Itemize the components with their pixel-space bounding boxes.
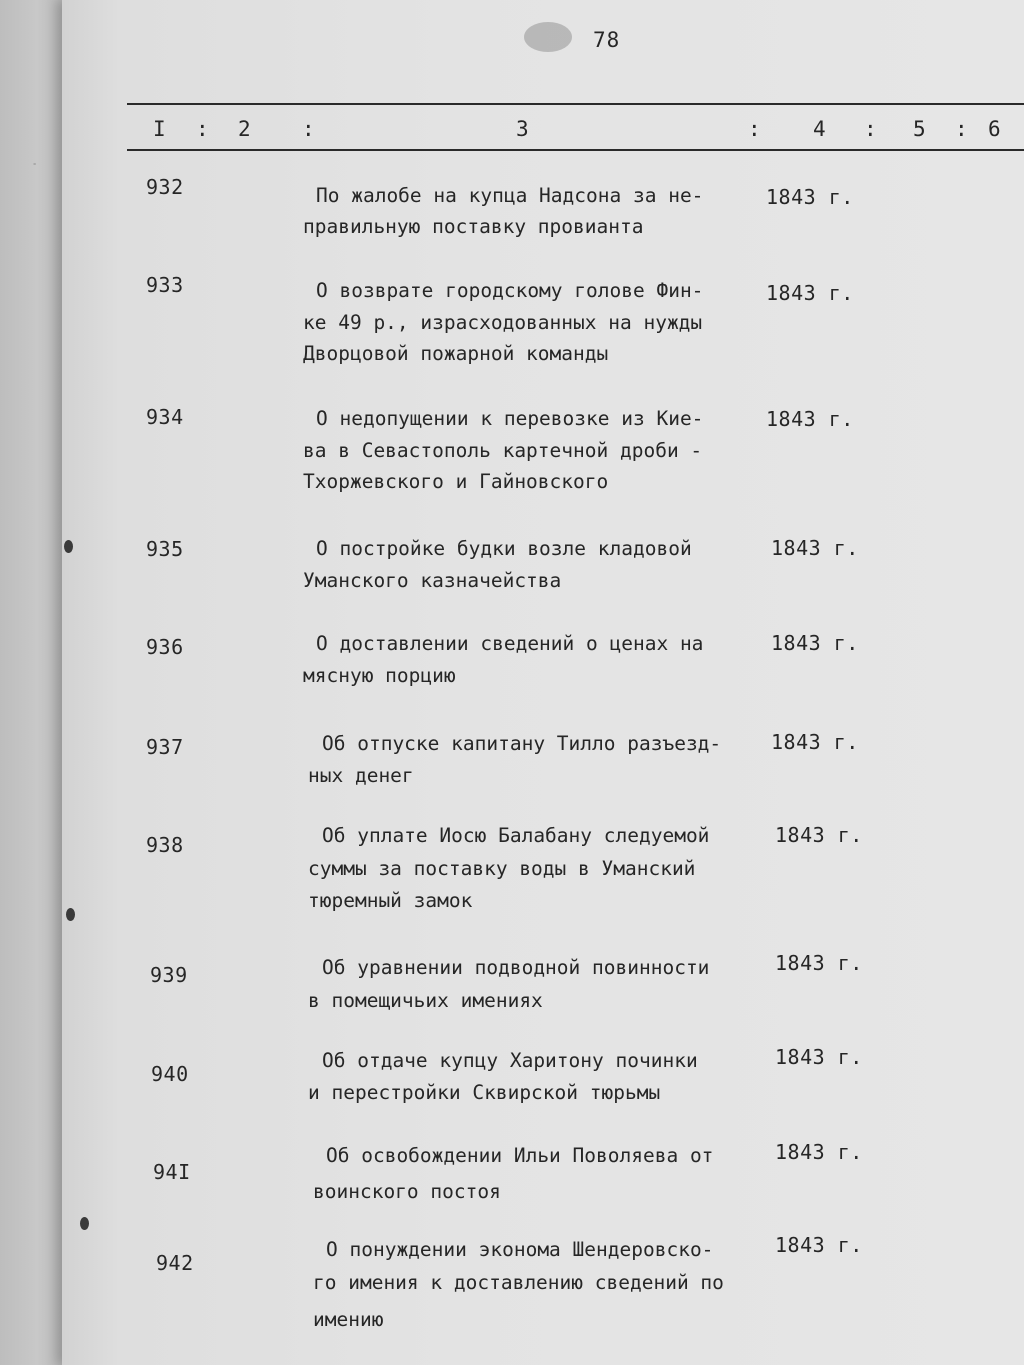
column-header-1: I <box>153 117 166 141</box>
entry-number: 94I <box>153 1160 191 1184</box>
entry-title-line: Об отпуске капитану Тилло разъезд- <box>322 732 722 755</box>
binding-hole <box>66 908 75 921</box>
entry-year: 1843 г. <box>771 631 859 655</box>
entry-title-line: Тхоржевского и Гайновского <box>303 470 609 493</box>
entry-year: 1843 г. <box>771 536 859 560</box>
entry-title-line: О доставлении сведений о ценах на <box>316 632 704 655</box>
entry-year: 1843 г. <box>766 407 854 431</box>
adjacent-page-edge <box>0 0 62 1365</box>
entry-year: 1843 г. <box>775 1140 863 1164</box>
column-header-6: 6 <box>988 117 1001 141</box>
entry-title-line: О понуждении эконома Шендеровско- <box>326 1238 714 1261</box>
entry-year: 1843 г. <box>771 730 859 754</box>
entry-number: 933 <box>146 273 184 297</box>
entry-year: 1843 г. <box>775 1233 863 1257</box>
entry-title-line: Дворцовой пожарной команды <box>303 342 609 365</box>
entry-year: 1843 г. <box>766 185 854 209</box>
entry-title-line: ке 49 р., израсходованных на нужды <box>303 311 703 334</box>
entry-title-line: в помещичьих имениях <box>308 989 543 1012</box>
column-separator: : <box>955 117 968 141</box>
entry-title-line: суммы за поставку воды в Уманский <box>308 857 696 880</box>
bleed-through-mark: · <box>25 159 44 169</box>
header-bottom-rule <box>127 149 1024 151</box>
entry-title-line: Об уплате Иосю Балабану следуемой <box>322 824 710 847</box>
entry-title-line: правильную поставку провианта <box>303 215 644 238</box>
entry-title-line: воинского постоя <box>313 1180 501 1203</box>
entry-year: 1843 г. <box>766 281 854 305</box>
column-separator: : <box>302 117 315 141</box>
column-header-3: 3 <box>516 117 529 141</box>
entry-number: 936 <box>146 635 184 659</box>
entry-number: 940 <box>151 1062 189 1086</box>
page-number: 78 <box>593 28 621 52</box>
column-separator: : <box>864 117 877 141</box>
entry-title-line: По жалобе на купца Надсона за не- <box>316 184 704 207</box>
entry-title-line: Уманского казначейства <box>303 569 562 592</box>
page-stamp-blot <box>524 22 572 52</box>
binding-hole <box>64 540 73 553</box>
entry-title-line: О возврате городскому голове Фин- <box>316 279 704 302</box>
entry-title-line: ных денег <box>308 764 414 787</box>
entry-title-line: мясную порцию <box>303 664 456 687</box>
entry-title-line: тюремный замок <box>308 889 473 912</box>
entry-number: 934 <box>146 405 184 429</box>
entry-title-line: имению <box>313 1308 384 1331</box>
binding-hole <box>80 1217 89 1230</box>
entry-year: 1843 г. <box>775 823 863 847</box>
column-header-2: 2 <box>238 117 251 141</box>
entry-number: 942 <box>156 1251 194 1275</box>
entry-title-line: ва в Севастополь картечной дроби - <box>303 439 703 462</box>
entry-year: 1843 г. <box>775 951 863 975</box>
entry-title-line: Об уравнении подводной повинности <box>322 956 710 979</box>
entry-title-line: и перестройки Сквирской тюрьмы <box>308 1081 661 1104</box>
entry-year: 1843 г. <box>775 1045 863 1069</box>
entry-number: 932 <box>146 175 184 199</box>
entry-title-line: Об отдаче купцу Харитону починки <box>322 1049 698 1072</box>
entry-title-line: О недопущении к перевозке из Кие- <box>316 407 704 430</box>
entry-title-line: О постройке будки возле кладовой <box>316 537 692 560</box>
entry-number: 938 <box>146 833 184 857</box>
entry-title-line: го имения к доставлению сведений по <box>313 1271 724 1294</box>
entry-number: 937 <box>146 735 184 759</box>
column-separator: : <box>196 117 209 141</box>
column-header-5: 5 <box>913 117 926 141</box>
entry-number: 939 <box>150 963 188 987</box>
header-top-rule <box>127 103 1024 105</box>
entry-number: 935 <box>146 537 184 561</box>
entry-title-line: Об освобождении Ильи Поволяева от <box>326 1144 714 1167</box>
column-separator: : <box>748 117 761 141</box>
column-header-4: 4 <box>813 117 826 141</box>
